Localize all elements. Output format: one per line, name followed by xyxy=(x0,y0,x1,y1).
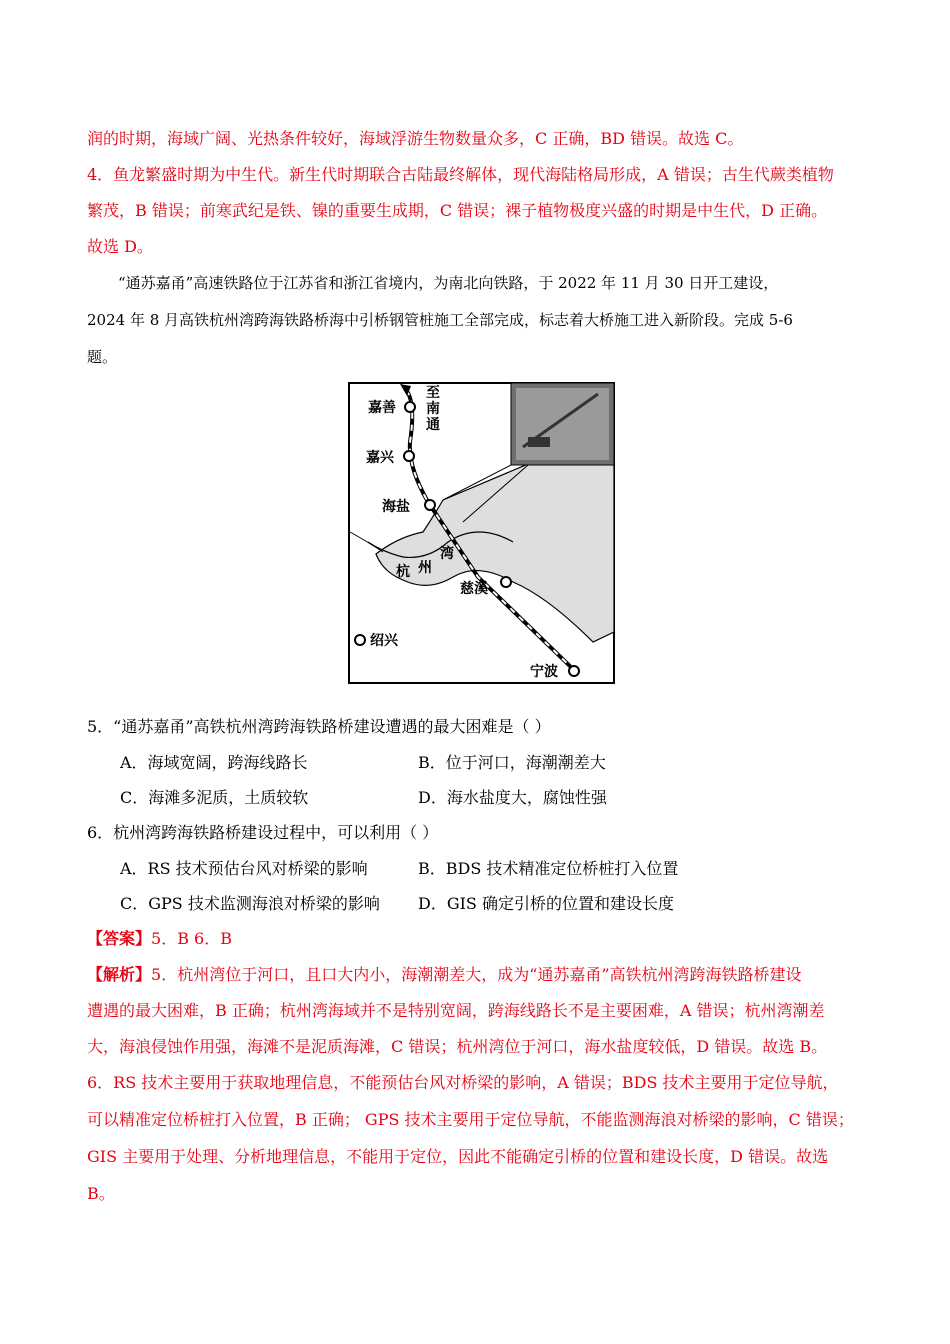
label-jiaxing: 嘉兴 xyxy=(366,450,394,466)
q5-option-c: C．海滩多泥质，土质较软 xyxy=(120,788,309,807)
passage-line-3: 题。 xyxy=(87,348,118,366)
q4-analysis-line-3: 故选 D。 xyxy=(87,237,153,256)
q6-option-c: C．GPS 技术监测海浪对桥梁的影响 xyxy=(120,894,380,913)
label-jiashan: 嘉善 xyxy=(368,400,396,416)
q5-option-a: A．海域宽阔，跨海线路长 xyxy=(120,753,308,772)
label-shaoxing: 绍兴 xyxy=(370,633,398,649)
q6-option-a: A．RS 技术预估台风对桥梁的影响 xyxy=(120,859,368,878)
arrow-label-3: 通 xyxy=(426,417,440,433)
answer-line xyxy=(87,929,232,949)
q5-option-d: D．海水盐度大，腐蚀性强 xyxy=(418,788,607,807)
analysis-line-4: 6．RS 技术主要用于获取地理信息，不能预估台风对桥梁的影响，A 错误；BDS 技术主要用于定位导航， xyxy=(87,1073,839,1092)
q6-option-d: D．GIS 确定引桥的位置和建设长度 xyxy=(418,894,674,913)
passage-line-1: “通苏嘉甬”高速铁路位于江苏省和浙江省境内，为南北向铁路，于 2022 年 11 月 30 日开工建设， xyxy=(118,274,779,292)
analysis-line-6: GIS 主要用于处理、分析地理信息，不能用于定位，因此不能确定引桥的位置和建设长度，D 错误。故选 xyxy=(87,1147,829,1166)
station-ningbo xyxy=(569,666,579,676)
station-cixi xyxy=(501,577,511,587)
q4-analysis-line-2: 繁茂，B 错误；前寒武纪是铁、镍的重要生成期，C 错误；裸子植物极度兴盛的时期是中生代，D 正确。 xyxy=(87,201,828,220)
bay-label-zhou: 州 xyxy=(418,560,432,576)
analysis-line-3: 大，海浪侵蚀作用强，海滩不是泥质海滩，C 错误；杭州湾位于河口，海水盐度较低，D 错误。故选 B。 xyxy=(87,1037,828,1056)
photo-barge xyxy=(528,437,550,447)
station-shaoxing xyxy=(355,635,365,645)
station-jiashan xyxy=(405,402,415,412)
q5-stem: 5．“通苏嘉甬”高铁杭州湾跨海铁路桥建设遭遇的最大困难是（ ） xyxy=(87,717,551,736)
q6-stem: 6．杭州湾跨海铁路桥建设过程中，可以利用（ ） xyxy=(87,823,439,842)
analysis-line-1 xyxy=(87,965,802,985)
q6-option-b: B．BDS 技术精准定位桥桩打入位置 xyxy=(418,859,679,878)
photo-water xyxy=(516,388,609,460)
arrow-label-1: 至 xyxy=(426,385,440,401)
bay-label-wan: 湾 xyxy=(440,546,454,562)
passage-line-2: 2024 年 8 月高铁杭州湾跨海铁路桥海中引桥钢管桩施工全部完成，标志着大桥施工进入新阶段。完成 5-6 xyxy=(87,311,793,329)
label-haiyan: 海盐 xyxy=(382,499,410,515)
q4-analysis-line-1: 4．鱼龙繁盛时期为中生代。新生代时期联合古陆最终解体，现代海陆格局形成，A 错误；古生代蕨类植物 xyxy=(87,165,834,184)
bay-label-hang: 杭 xyxy=(396,564,410,580)
analysis-tag: 【解析】 xyxy=(87,965,152,984)
station-jiaxing xyxy=(404,451,414,461)
analysis-line-2: 遭遇的最大困难，B 正确；杭州湾海域并不是特别宽阔，跨海线路长不是主要困难，A 错误；杭州湾潮差 xyxy=(87,1001,825,1020)
analysis-prev-line: 润的时期，海域广阔、光热条件较好，海域浮游生物数量众多，C 正确，BD 错误。故选 C。 xyxy=(87,129,744,148)
analysis-line-7: B。 xyxy=(87,1184,115,1203)
hangzhou-bay-map xyxy=(348,382,615,684)
station-haiyan xyxy=(425,500,435,510)
label-ningbo: 宁波 xyxy=(530,664,558,680)
q5-option-b: B．位于河口，海潮潮差大 xyxy=(418,753,606,772)
arrow-label-2: 南 xyxy=(426,401,440,417)
answer-text: 5．B 6．B xyxy=(151,929,232,948)
label-cixi: 慈溪 xyxy=(460,581,488,597)
answer-tag: 【答案】 xyxy=(87,929,152,948)
analysis-text-1: 5．杭州湾位于河口，且口大内小，海潮潮差大，成为“通苏嘉甬”高铁杭州湾跨海铁路桥建设 xyxy=(151,965,802,984)
analysis-line-5: 可以精准定位桥桩打入位置，B 正确； GPS 技术主要用于定位导航，不能监测海浪对桥梁的影响，C 错误； xyxy=(87,1110,854,1129)
